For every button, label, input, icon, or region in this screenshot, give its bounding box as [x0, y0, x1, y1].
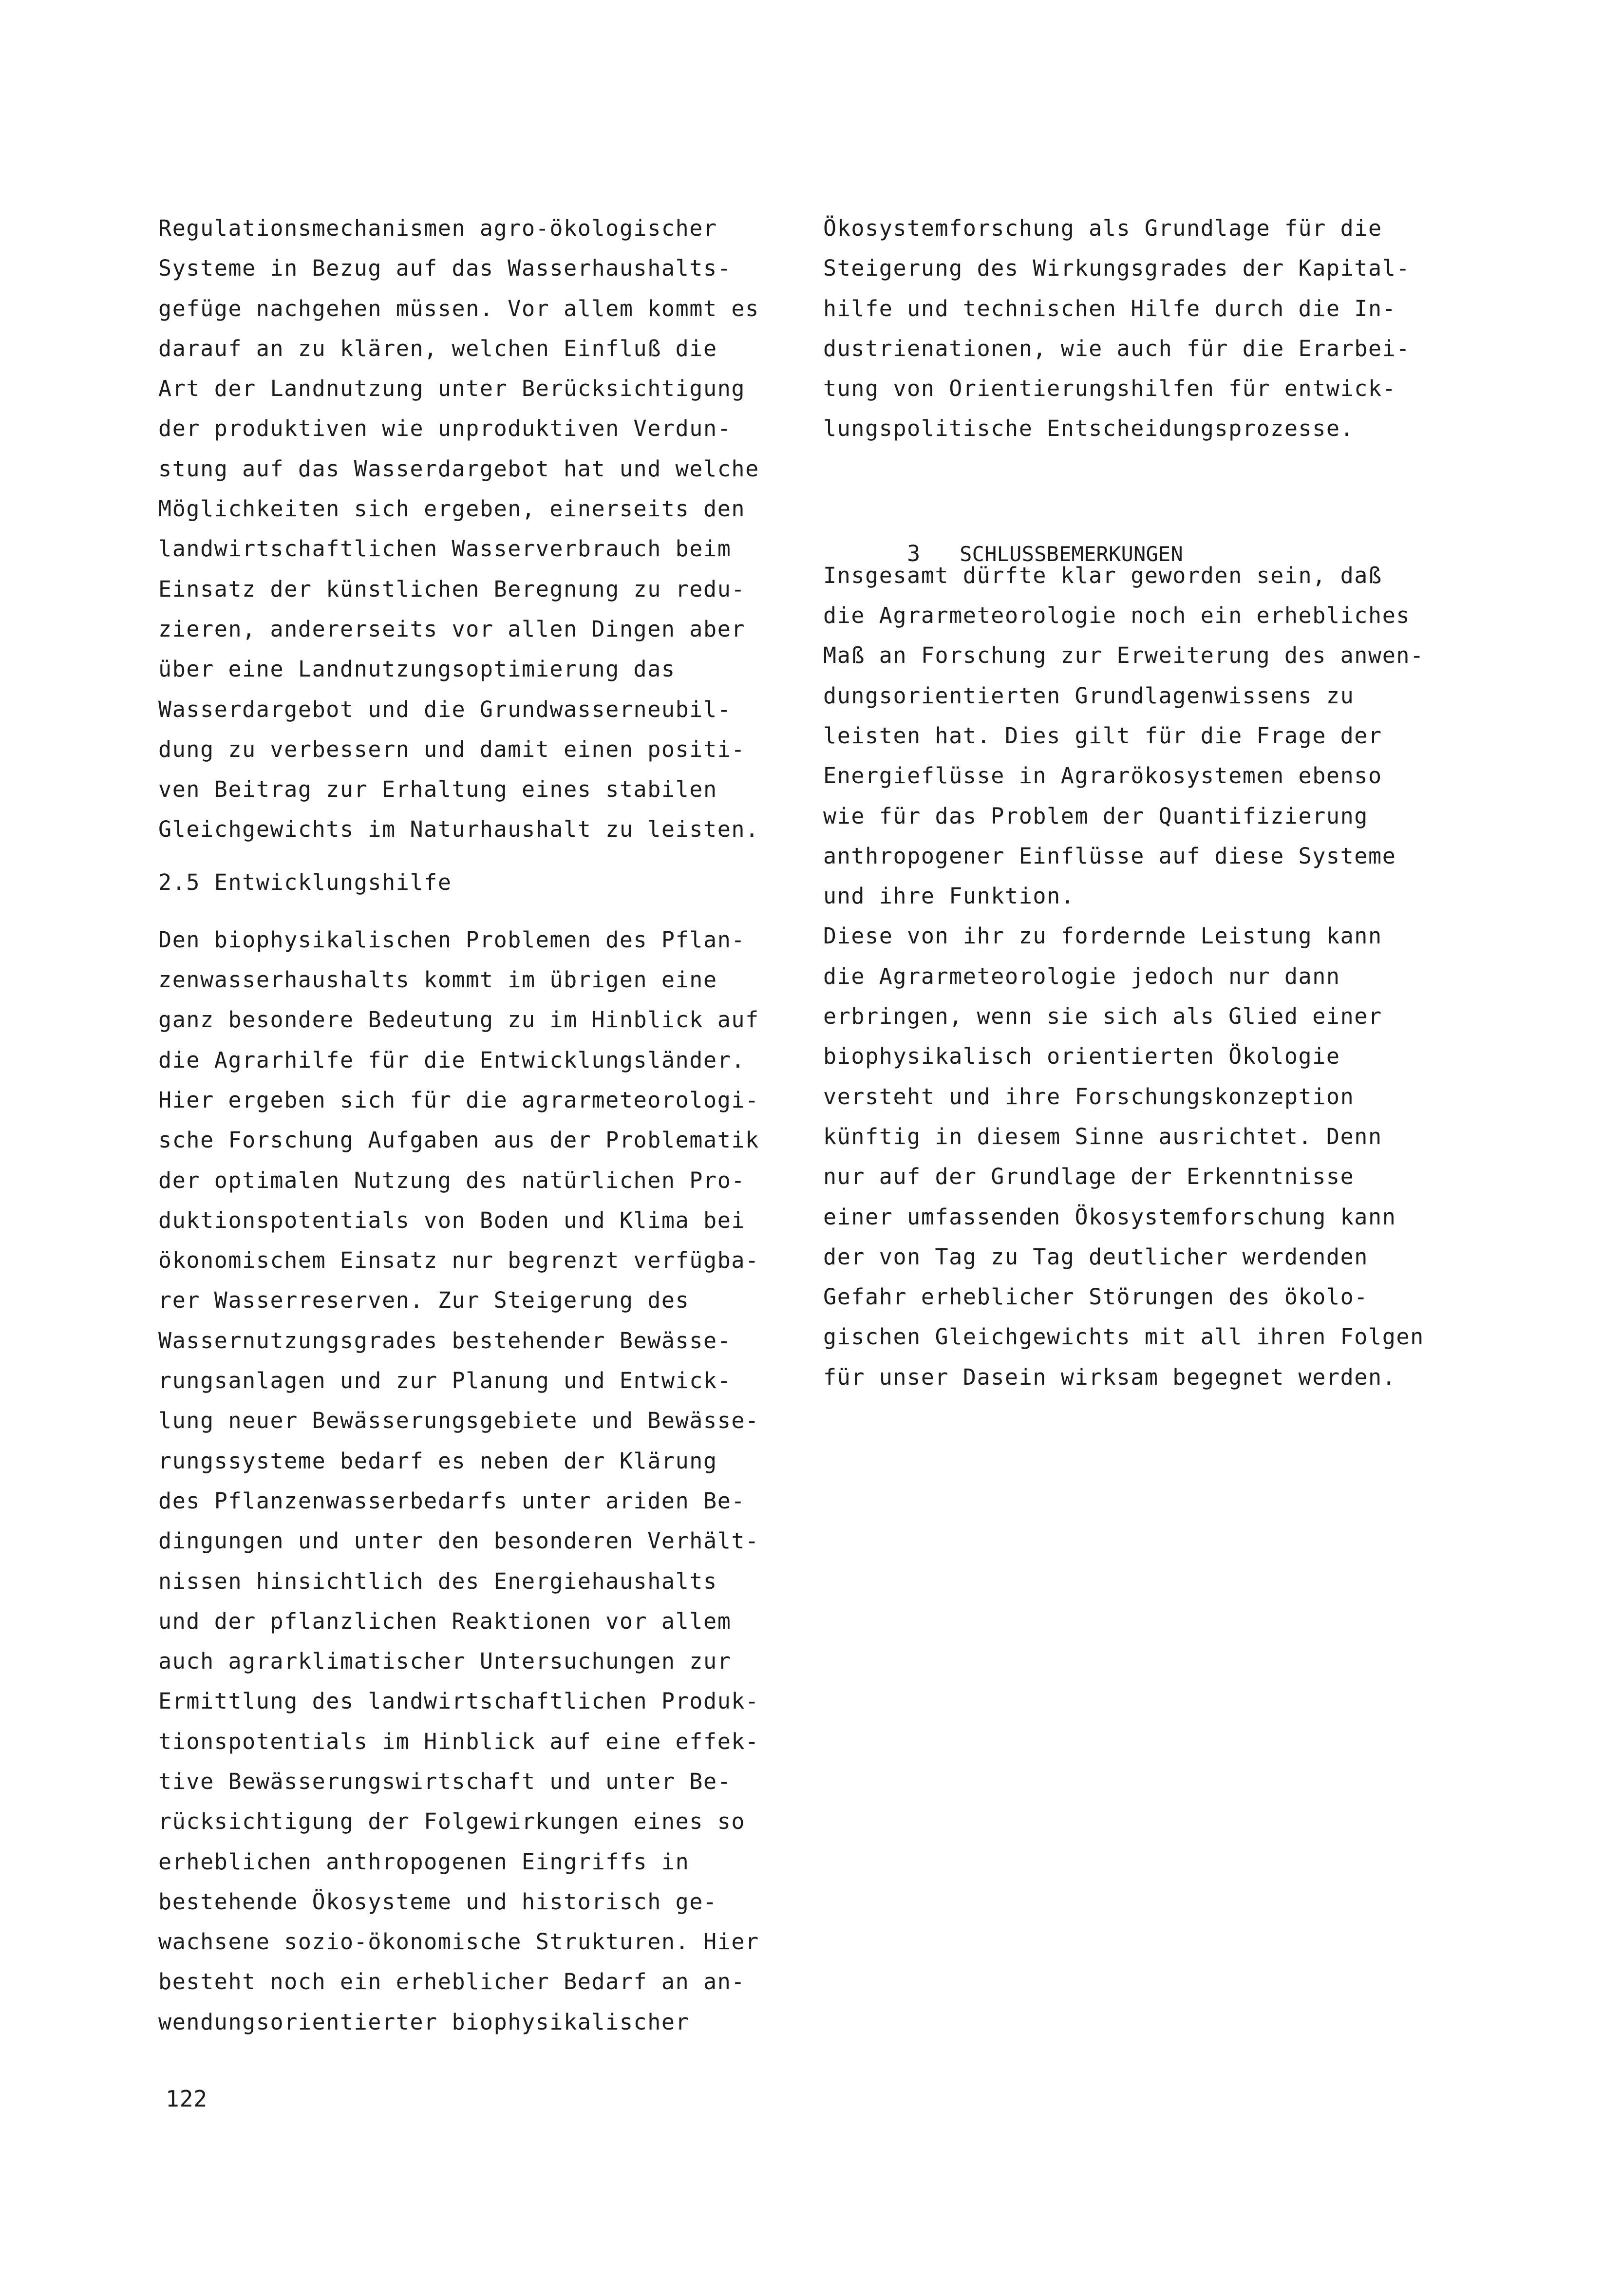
text-line: rungssysteme bedarf es neben der Klärung	[158, 1448, 717, 1474]
text-line: dung zu verbessern und damit einen positi-	[158, 736, 746, 762]
text-line: Den biophysikalischen Problemen des Pflan-	[158, 926, 746, 953]
left-column	[158, 208, 792, 2042]
text-line: künftig in diesem Sinne ausrichtet. Denn	[823, 1123, 1382, 1149]
section-heading-3	[823, 494, 1456, 566]
text-line: einer umfassenden Ökosystemforschung kann	[823, 1204, 1396, 1230]
text-line: bestehende Ökosysteme und historisch ge-	[158, 1888, 717, 1915]
text-line: Regulationsmechanismen agro-ökologischer	[158, 215, 717, 241]
text-line: Einsatz der künstlichen Beregnung zu redu-	[158, 576, 746, 602]
text-line: Systeme in Bezug auf das Wasserhaushalts-	[158, 255, 732, 282]
text-line: auch agrarklimatischer Untersuchungen zur	[158, 1648, 732, 1675]
text-line: sche Forschung Aufgaben aus der Problematik	[158, 1127, 759, 1153]
section-heading-2-5: 2.5 Entwicklungshilfe	[158, 869, 452, 895]
text-line: der produktiven wie unproduktiven Verdun-	[158, 415, 732, 442]
text-line: Gleichgewichts im Naturhaushalt zu leisten.	[158, 816, 759, 843]
text-line: Wassernutzungsgrades bestehender Bewässe-	[158, 1327, 732, 1354]
text-line: rücksichtigung der Folgewirkungen eines so	[158, 1808, 746, 1835]
text-line: erheblichen anthropogenen Eingriffs in	[158, 1848, 690, 1875]
text-line: dungsorientierten Grundlagenwissens zu	[823, 682, 1355, 709]
text-line: gischen Gleichgewichts mit all ihren Folgen	[823, 1324, 1424, 1350]
text-line: darauf an zu klären, welchen Einfluß die	[158, 335, 717, 361]
text-line: Diese von ihr zu fordernde Leistung kann	[823, 923, 1382, 949]
section-title: SCHLUSSBEMERKUNGEN	[960, 542, 1183, 566]
text-line: hilfe und technischen Hilfe durch die In-	[823, 295, 1396, 321]
right-paragraph-3	[823, 916, 1456, 1397]
right-paragraph-1	[823, 208, 1456, 449]
text-line: ven Beitrag zur Erhaltung eines stabilen	[158, 776, 717, 803]
text-line: duktionspotentials von Boden und Klima bei	[158, 1207, 746, 1233]
text-line: rer Wasserreserven. Zur Steigerung des	[158, 1287, 690, 1314]
text-line: Maß an Forschung zur Erweiterung des anwen-	[823, 642, 1424, 669]
right-paragraph-2	[823, 556, 1456, 917]
text-line: Insgesamt dürfte klar geworden sein, daß	[823, 562, 1382, 588]
text-line: ökonomischem Einsatz nur begrenzt verfügba-	[158, 1247, 759, 1274]
text-line: wendungsorientierter biophysikalischer	[158, 2009, 690, 2035]
text-line: tive Bewässerungswirtschaft und unter Be-	[158, 1768, 732, 1794]
text-line: versteht und ihre Forschungskonzeption	[823, 1083, 1355, 1110]
text-line: erbringen, wenn sie sich als Glied einer	[823, 1003, 1382, 1030]
text-line: Energieflüsse in Agrarökosystemen ebenso	[823, 763, 1382, 789]
text-line: ganz besondere Bedeutung zu im Hinblick auf	[158, 1007, 759, 1033]
text-line: Gefahr erheblicher Störungen des ökolo-	[823, 1284, 1368, 1310]
text-line: wie für das Problem der Quantifizierung	[823, 803, 1368, 829]
text-line: Art der Landnutzung unter Berücksichtigung	[158, 376, 746, 402]
text-line: und ihre Funktion.	[823, 883, 1075, 909]
text-line: lung neuer Bewässerungsgebiete und Bewässe-	[158, 1408, 759, 1434]
text-line: des Pflanzenwasserbedarfs unter ariden Be-	[158, 1487, 746, 1514]
text-line: tung von Orientierungshilfen für entwick-	[823, 376, 1396, 402]
text-line: landwirtschaftlichen Wasserverbrauch beim	[158, 536, 732, 562]
page-number: 122	[166, 2086, 208, 2112]
text-line: Hier ergeben sich für die agrarmeteorologi-	[158, 1087, 759, 1113]
text-line: die Agrarhilfe für die Entwicklungsländer.	[158, 1047, 746, 1073]
text-line: Ökosystemforschung als Grundlage für die	[823, 215, 1382, 241]
left-paragraph-1	[158, 208, 792, 850]
left-paragraph-2	[158, 920, 792, 2042]
text-line: anthropogener Einflüsse auf diese Systeme	[823, 843, 1396, 869]
text-line: für unser Dasein wirksam begegnet werden.	[823, 1364, 1396, 1390]
text-line: die Agrarmeteorologie noch ein erhebliches	[823, 602, 1411, 629]
text-line: besteht noch ein erheblicher Bedarf an an-	[158, 1969, 746, 1995]
text-line: zenwasserhaushalts kommt im übrigen eine	[158, 967, 717, 993]
text-line: tionspotentials im Hinblick auf eine effek-	[158, 1728, 759, 1754]
text-line: stung auf das Wasserdargebot hat und welche	[158, 455, 759, 482]
text-line: zieren, andererseits vor allen Dingen aber	[158, 616, 746, 642]
section-number: 3	[907, 540, 921, 566]
text-line: nur auf der Grundlage der Erkenntnisse	[823, 1164, 1355, 1190]
text-line: über eine Landnutzungsoptimierung das	[158, 656, 676, 682]
text-line: leisten hat. Dies gilt für die Frage der	[823, 722, 1382, 749]
text-line: gefüge nachgehen müssen. Vor allem kommt es	[158, 295, 759, 321]
text-line: die Agrarmeteorologie jedoch nur dann	[823, 963, 1340, 989]
text-line: der von Tag zu Tag deutlicher werdenden	[823, 1243, 1368, 1270]
text-line: biophysikalisch orientierten Ökologie	[823, 1043, 1340, 1070]
text-line: lungspolitische Entscheidungsprozesse.	[823, 415, 1355, 442]
text-line: Möglichkeiten sich ergeben, einerseits den	[158, 496, 746, 522]
text-line: wachsene sozio-ökonomische Strukturen. Hier	[158, 1929, 759, 1955]
text-line: rungsanlagen und zur Planung und Entwick-	[158, 1368, 732, 1394]
text-line: der optimalen Nutzung des natürlichen Pro-	[158, 1167, 746, 1193]
right-column	[823, 208, 1456, 1397]
text-line: und der pflanzlichen Reaktionen vor allem	[158, 1608, 732, 1634]
text-line: Ermittlung des landwirtschaftlichen Produk-	[158, 1688, 759, 1714]
text-line: dustrienationen, wie auch für die Erarbei-	[823, 335, 1411, 361]
text-line: Wasserdargebot und die Grundwasserneubil-	[158, 696, 732, 722]
text-line: Steigerung des Wirkungsgrades der Kapital-	[823, 255, 1411, 282]
text-line: dingungen und unter den besonderen Verhält-	[158, 1528, 759, 1554]
text-line: nissen hinsichtlich des Energiehaushalts	[158, 1568, 717, 1594]
